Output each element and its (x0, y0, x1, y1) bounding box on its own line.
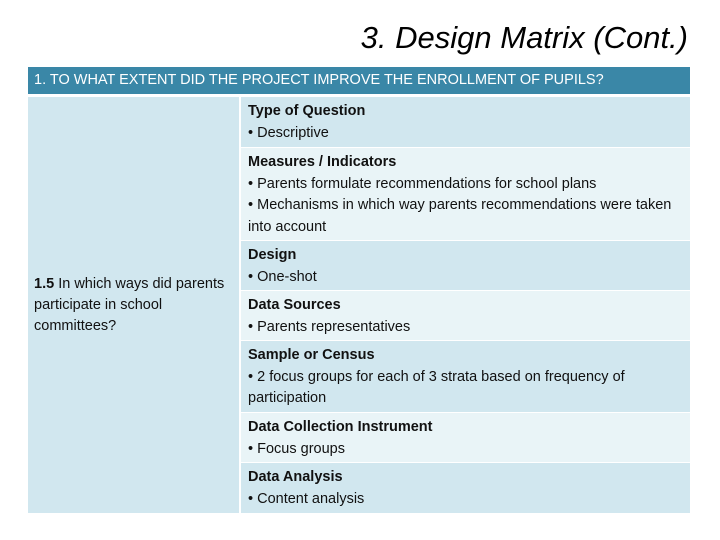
bullet-text: Parents representatives (257, 318, 411, 335)
row-type-of-question (241, 97, 690, 147)
bullet-item: • One-shot (248, 268, 317, 285)
question-cell (28, 97, 239, 513)
question-text: In which ways did parents participate in school committees? (34, 275, 225, 334)
bullet-item: • Focus groups (248, 440, 345, 457)
bullet-item: • Mechanisms in which way parents recommendations were taken into account (248, 197, 672, 235)
question-number: 1.5 (34, 275, 55, 292)
row-heading: Data Analysis (248, 469, 343, 485)
row-heading: Data Sources (248, 297, 341, 313)
row-data-analysis (241, 463, 690, 513)
bullet-text: 2 focus groups for each of 3 strata based on frequency of participation (248, 368, 625, 406)
bullet-text: Parents formulate recommendations for school plans (257, 175, 597, 192)
bullet-item: • Parents formulate recommendations for school plans (248, 175, 597, 192)
row-data-sources (241, 291, 690, 340)
row-design (241, 241, 690, 290)
row-heading: Measures / Indicators (248, 154, 397, 170)
bullet-item: • 2 focus groups for each of 3 strata based on frequency of participation (248, 368, 625, 406)
bullet-item: • Parents representatives (248, 318, 411, 335)
bullet-text: Descriptive (257, 124, 329, 141)
bullet-text: Content analysis (257, 490, 365, 507)
row-heading: Data Collection Instrument (248, 419, 433, 435)
bullet-item: • Content analysis (248, 490, 365, 507)
bullet-item: • Descriptive (248, 124, 329, 141)
bullet-text: Focus groups (257, 440, 345, 457)
row-heading: Sample or Census (248, 347, 375, 363)
bullet-text: One-shot (257, 268, 317, 285)
row-heading: Design (248, 247, 297, 263)
row-collection-instrument (241, 413, 690, 462)
table-header: 1. TO WHAT EXTENT DID THE PROJECT IMPROVE THE ENROLLMENT OF PUPILS? (28, 67, 690, 94)
row-measures (241, 148, 690, 240)
slide-title: 3. Design Matrix (Cont.) (360, 20, 688, 55)
bullet-text: Mechanisms in which way parents recommendations were taken into account (248, 197, 672, 235)
row-sample (241, 341, 690, 412)
row-heading: Type of Question (248, 103, 366, 119)
